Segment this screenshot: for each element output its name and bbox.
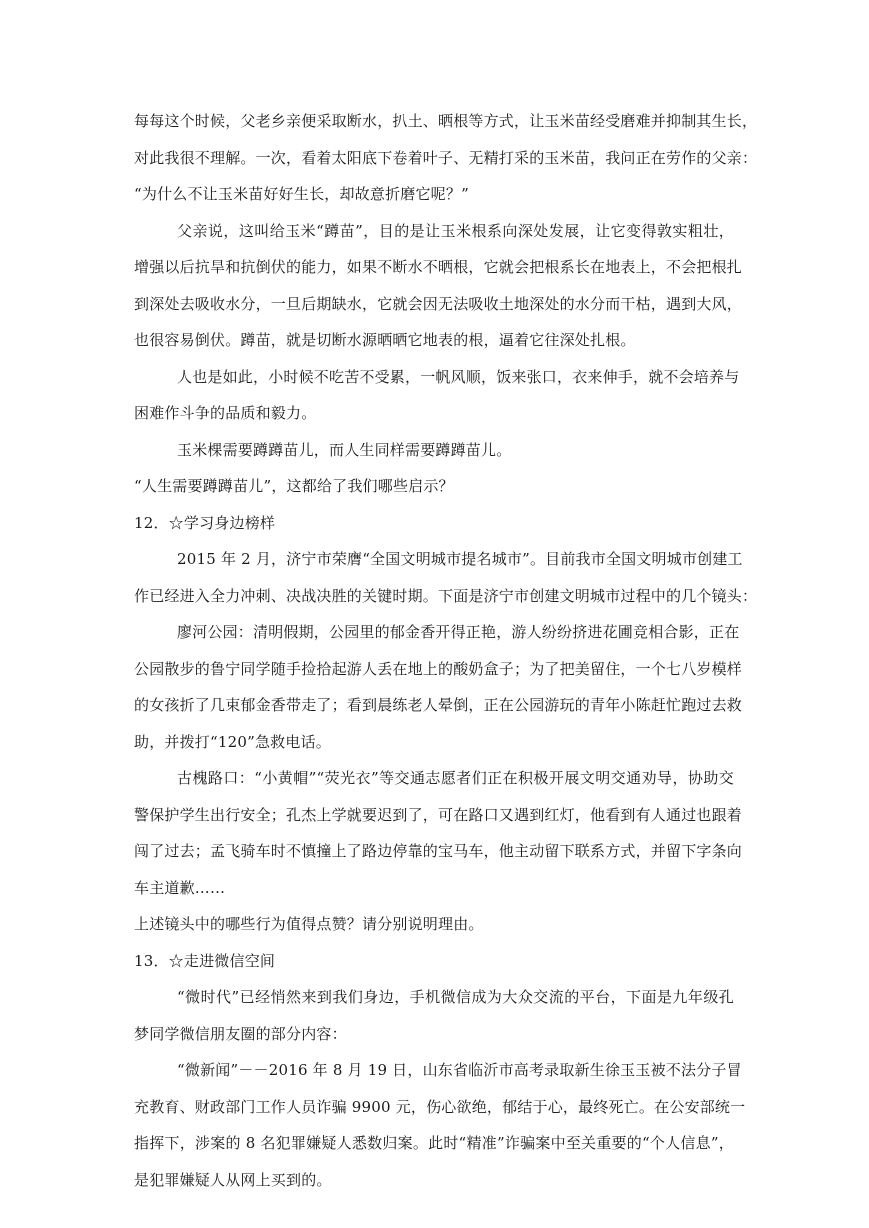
paragraph-line: 指挥下，涉案的 8 名犯罪嫌疑人悉数归案。此时“精准”诈骗案中至关重要的“个人信息”，: [134, 1134, 734, 1152]
paragraph-line: 每每这个时候，父老乡亲便采取断水，扒土、晒根等方式，让玉米苗经受磨难并抑制其生长，: [134, 112, 758, 130]
paragraph-line: 古槐路口：“小黄帽”“荧光衣”等交通志愿者们正在积极开展文明交通劝导，协助交: [177, 769, 734, 787]
paragraph-line: 困难作斗争的品质和毅力。: [134, 404, 317, 422]
paragraph-line: “为什么不让玉米苗好好生长，却故意折磨它呢？”: [134, 185, 469, 203]
paragraph-line: “微时代”已经悄然来到我们身边，手机微信成为大众交流的平台，下面是九年级孔: [177, 988, 734, 1006]
paragraph-line: 车主道歉……: [134, 879, 226, 897]
paragraph-line: 充教育、财政部门工作人员诈骗 9900 元，伤心欲绝，郁结于心，最终死亡。在公安部统一: [134, 1098, 746, 1116]
paragraph-line: 梦同学微信朋友圈的部分内容：: [134, 1025, 347, 1043]
paragraph-line: 助，并拨打“120”急救电话。: [134, 733, 331, 751]
paragraph-line: 的女孩折了几束郁金香带走了；看到晨练老人晕倒，正在公园游玩的青年小陈赶忙跑过去救: [134, 696, 743, 714]
question-heading: 13．☆走进微信空间: [134, 952, 276, 970]
paragraph-line: 玉米棵需要蹲蹲苗儿，而人生同样需要蹲蹲苗儿。: [177, 441, 512, 459]
question-heading: 12．☆学习身边榜样: [134, 514, 276, 532]
paragraph-line: 增强以后抗旱和抗倒伏的能力，如果不断水不晒根，它就会把根系长在地表上，不会把根扎: [134, 258, 743, 276]
paragraph-line: 对此我很不理解。一次，看着太阳底下卷着叶子、无精打采的玉米苗，我问正在劳作的父亲：: [134, 149, 758, 167]
question-prompt: “人生需要蹲蹲苗儿”，这都给了我们哪些启示？: [134, 477, 454, 495]
paragraph-line: 到深处去吸收水分，一旦后期缺水，它就会因无法吸收土地深处的水分而干枯，遇到大风，: [134, 295, 743, 313]
paragraph-line: 公园散步的鲁宁同学随手捡拾起游人丢在地上的酸奶盒子；为了把美留住，一个七八岁模样: [134, 660, 743, 678]
paragraph-line: 闯了过去；孟飞骑车时不慎撞上了路边停靠的宝马车，他主动留下联系方式，并留下字条向: [134, 842, 743, 860]
paragraph-line: “微新闻”－－2016 年 8 月 19 日，山东省临沂市高考录取新生徐玉玉被不法分子冒: [177, 1061, 742, 1079]
question-prompt: 上述镜头中的哪些行为值得点赞？请分别说明理由。: [134, 915, 484, 933]
paragraph-line: 父亲说，这叫给玉米“蹲苗”，目的是让玉米根系向深处发展，让它变得敦实粗壮，: [177, 222, 734, 240]
paragraph-line: 作已经进入全力冲刺、决战决胜的关键时期。下面是济宁市创建文明城市过程中的几个镜头：: [134, 587, 758, 605]
paragraph-line: 警保护学生出行安全；孔杰上学就要迟到了，可在路口又遇到红灯，他看到有人通过也跟着: [134, 806, 743, 824]
paragraph-line: 也很容易倒伏。蹲苗，就是切断水源晒晒它地表的根，逼着它往深处扎根。: [134, 331, 636, 349]
paragraph-line: 廖河公园：清明假期，公园里的郁金香开得正艳，游人纷纷挤进花圃竞相合影，正在: [177, 623, 740, 641]
paragraph-line: 人也是如此，小时候不吃苦不受累，一帆风顺，饭来张口，衣来伸手，就不会培养与: [177, 368, 740, 386]
paragraph-line: 2015 年 2 月，济宁市荣膺“全国文明城市提名城市”。目前我市全国文明城市创建工: [177, 550, 743, 568]
paragraph-line: 是犯罪嫌疑人从网上买到的。: [134, 1171, 332, 1189]
